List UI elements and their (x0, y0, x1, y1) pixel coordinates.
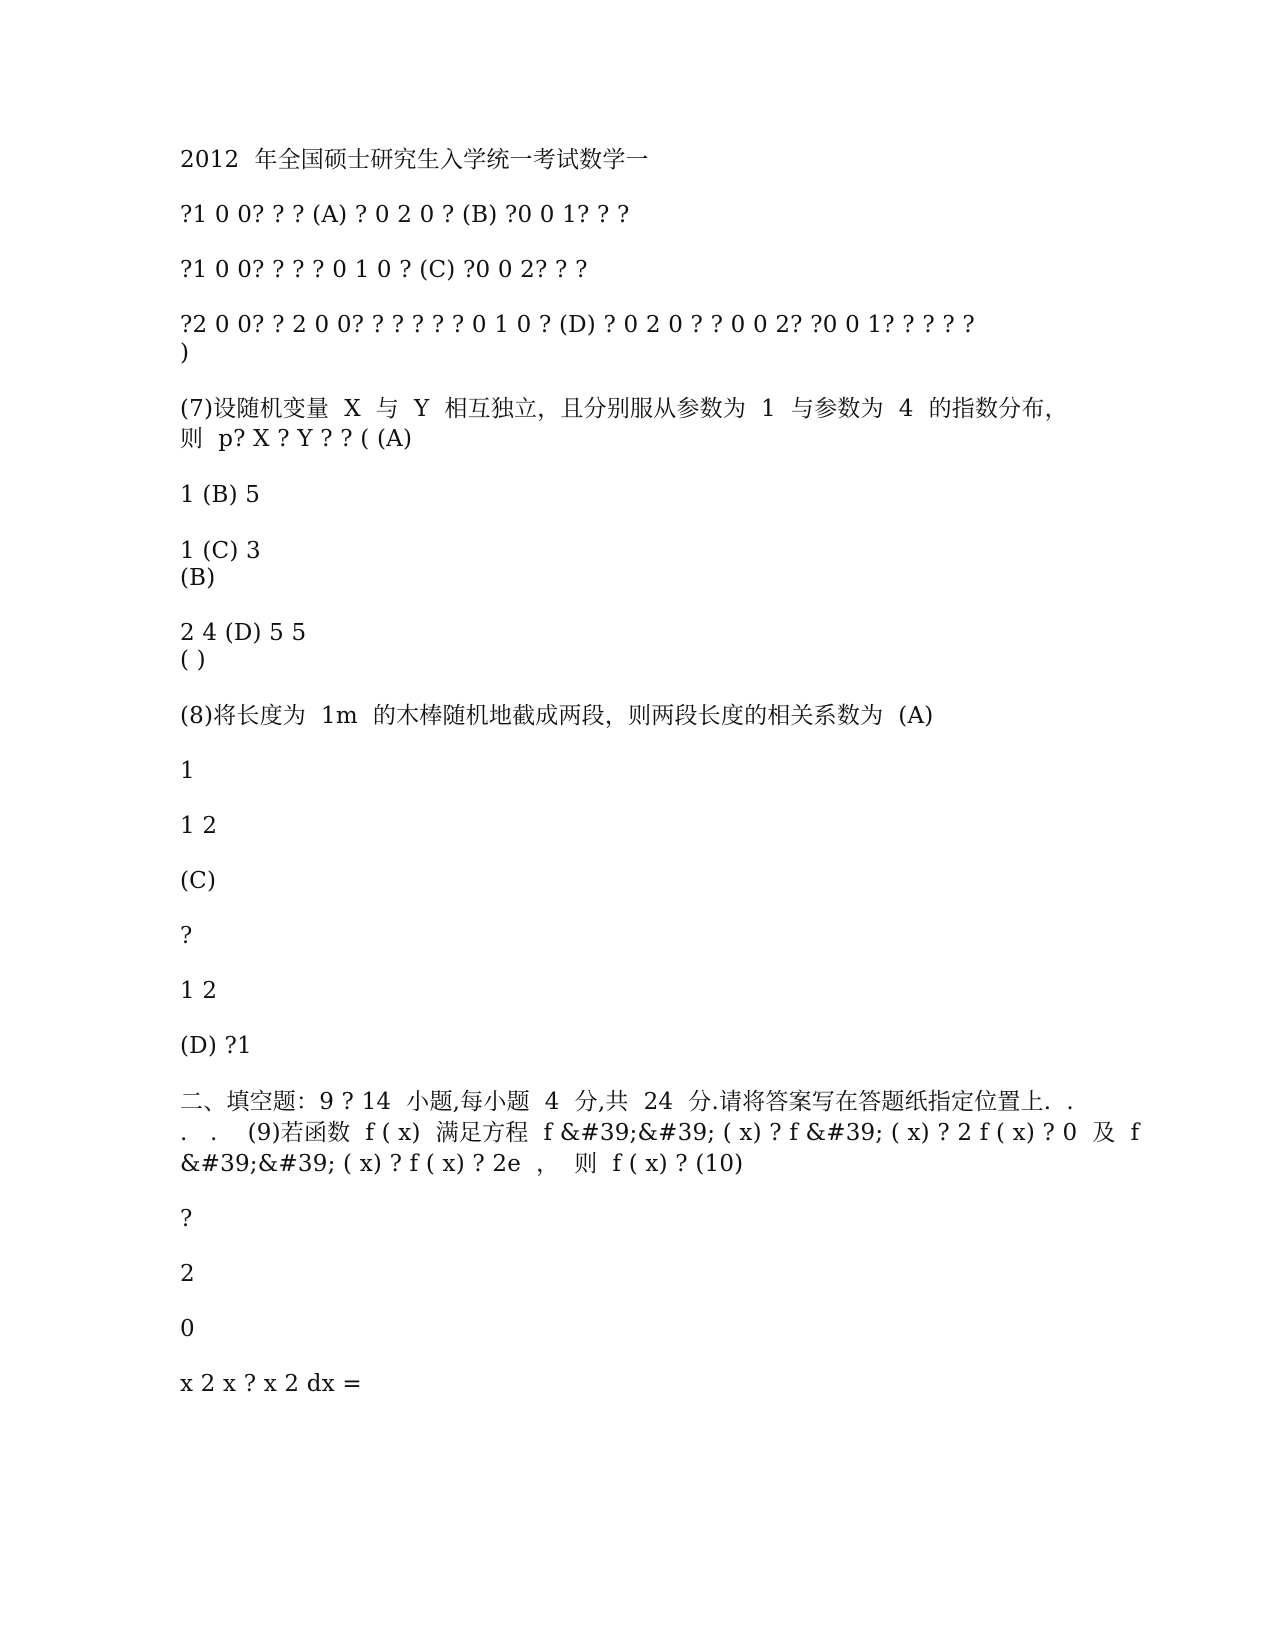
text-line: ? (180, 923, 193, 949)
text-line: 2 (180, 1261, 195, 1287)
text-line: 1 (C) 3 (180, 538, 261, 564)
text-line: ?1 0 0? ? ? (A) ? 0 2 0 ? (B) ?0 0 1? ? ? (180, 202, 630, 228)
section-heading: 二、填空题：9 ? 14 小题,每小题 4 分,共 24 分.请将答案写在答题纸指定位置上. . (180, 1089, 1074, 1115)
text-line: x 2 x ? x 2 dx = (180, 1371, 362, 1397)
question-9: . . (9)若函数 f ( x) 满足方程 f &#39;&#39; ( x) ? f &#39; ( x) ? 2 f ( x) ? 0 及 f (180, 1120, 1140, 1146)
text-line: 1 2 (180, 813, 218, 839)
document-title: 2012 年全国硕士研究生入学统一考试数学一 (180, 147, 649, 173)
text-line: 0 (180, 1316, 195, 1342)
text-line: 1 (B) 5 (180, 482, 261, 508)
text-line: (B) (180, 565, 216, 591)
question-8: (8)将长度为 1m 的木棒随机地截成两段，则两段长度的相关系数为 (A) (180, 703, 934, 729)
text-line: ? (180, 1206, 193, 1232)
text-line: (D) ?1 (180, 1033, 252, 1059)
text-line: 1 (180, 758, 195, 784)
text-line: 2 4 (D) 5 5 (180, 620, 307, 646)
text-line: 则 p? X ? Y ? ? ( (A) (180, 426, 413, 452)
text-line: (C) (180, 868, 217, 894)
text-line: 1 2 (180, 978, 218, 1004)
text-line: ?1 0 0? ? ? ? 0 1 0 ? (C) ?0 0 2? ? ? (180, 257, 588, 283)
text-line: &#39;&#39; ( x) ? f ( x) ? 2e ， 则 f ( x) ? (10) (180, 1151, 744, 1177)
text-line: ( ) (180, 647, 206, 673)
text-line: ) (180, 340, 190, 366)
text-line: ?2 0 0? ? 2 0 0? ? ? ? ? ? 0 1 0 ? (D) ? 0 2 0 ? ? 0 0 2? ?0 0 1? ? ? ? ? (180, 312, 975, 338)
question-7: (7)设随机变量 X 与 Y 相互独立，且分别服从参数为 1 与参数为 4 的指数分布， (180, 396, 1068, 422)
